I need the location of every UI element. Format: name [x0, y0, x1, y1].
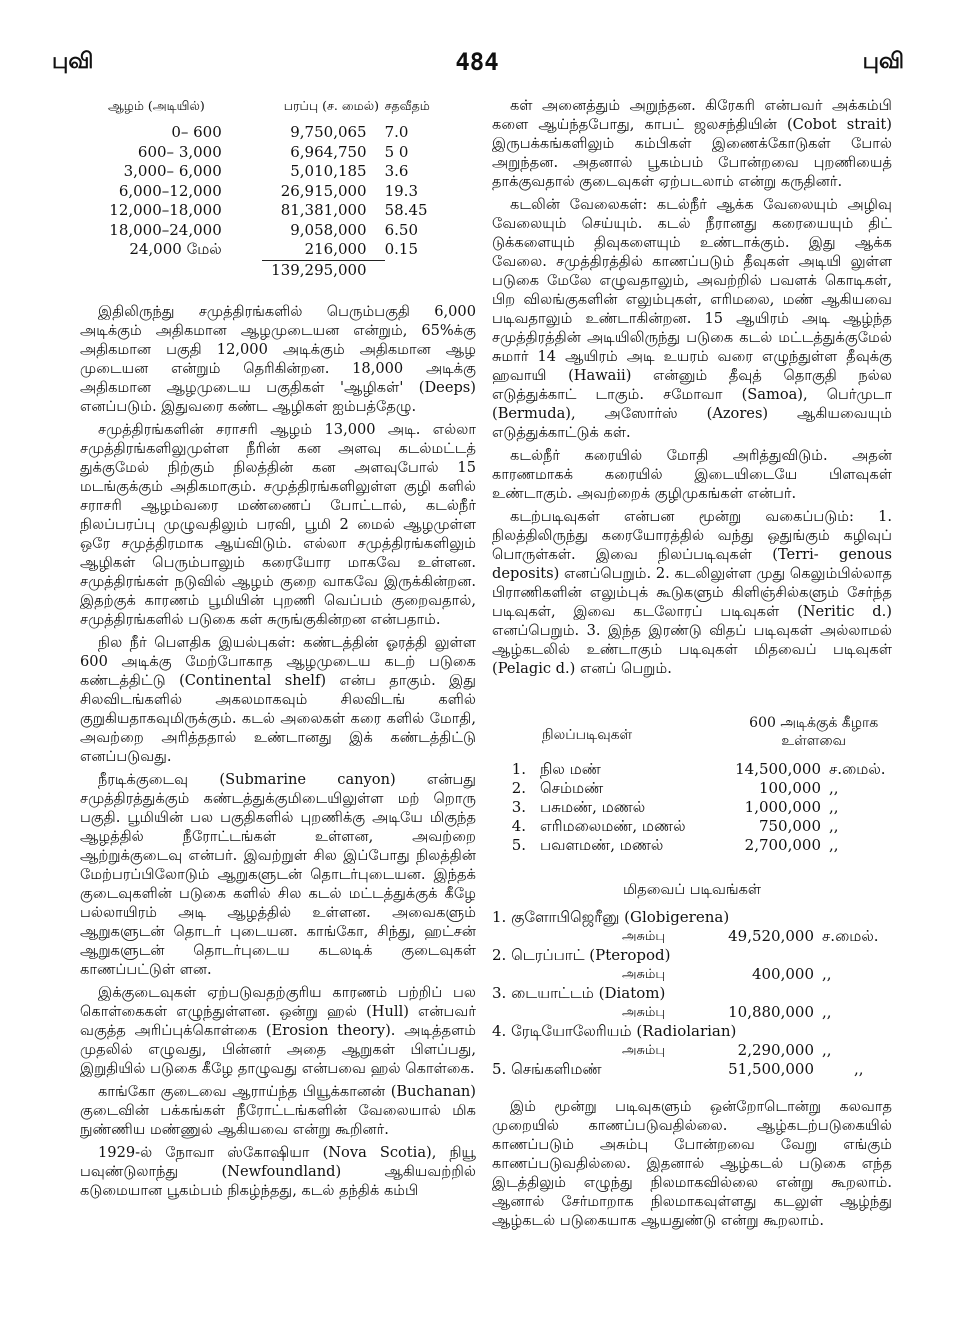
deposit-name: எரிமலைமண், மணல் — [540, 817, 686, 835]
running-head-right: புவி — [862, 48, 904, 74]
table-row — [102, 240, 432, 260]
table-row — [492, 817, 887, 836]
pelagic-label: அசும்பு — [622, 1005, 666, 1020]
table-row — [492, 779, 887, 798]
depth-cell: 600– 3,000 — [137, 142, 222, 161]
paragraph: கடற்படிவுகள் என்பன மூன்று வகைப்படும்: 1. நிலத்திலிருந்து கரையோரத்தில் வந்து ஒதுங்கும் கழிவுப் பொருள்கள். இவை நிலப்படிவுகள் (Terri- genous deposits) எனப்பெறும். 2. கடலிலுள்ள முது கெலும்பில்லாத பிராணிகளின் எலும்புக் கூடுகளும் கிளிஞ்சில்களும் சேர்ந்த படிவுகள், இவை கடலோரப் படிவுகள் (Neritic d.) எனப்பெறும். 3. இந்த இரண்டு விதப் படிவுகள் அல்லாமல் ஆழ்கடலில் உண்டாகும் படிவுகள் மிதவைப் படிவுகள் (Pelagic d.) எனப் பெறும். — [492, 508, 892, 677]
depth-cell: 3,000– 6,000 — [123, 162, 222, 180]
pelagic-unit: ,, — [822, 1003, 832, 1021]
table-row — [102, 123, 432, 143]
pelagic-name: 3. டையாட்டம் (Diatom) — [492, 984, 666, 1002]
left-column — [80, 96, 476, 1204]
pelagic-unit: ,, — [822, 965, 832, 983]
terrigenous-heading: நிலப்படிவுகள் — [542, 727, 633, 743]
left-text-body — [80, 302, 476, 1200]
table-row — [102, 162, 432, 182]
pelagic-item — [492, 1022, 892, 1060]
paragraph: கடல்நீர் கரையில் மோதி அரித்துவிடும். அதன் காரணமாகக் கரையில் இடையிடையே பிளவுகள் உண்டாகும். அவற்றைக் குழிமுகங்கள் என்பர். — [492, 447, 892, 502]
table-row — [102, 182, 432, 202]
paragraph: நீரடிக்குடைவு (Submarine canyon) என்பது சமுத்திரத்துக்கும் கண்டத்துக்குமிடையிலுள்ள மற் றொரு பகுதி. பூமியின் பல பகுதிகளில் புறணிக்கு அடியே மிகுந்த ஆழத்தில் நீரோட்டங்கள் உள்ளன, அவற்றை ஆற்றுக்குடைவு என்பர். இவற்றுள் சில இப்போது நிலத்தின் மேற்பரப்பிலோடும் ஆறுகளுடன் தொடர்புடையன. இந்தக் குடைவுகளின் படுகை களில் சில கடல் மட்டத்துக்குக் கீழே பல்லாயிரம் அடி ஆழத்தில் உள்ளன. அவைகளும் ஆறுகளுடன் தொடர் புடையன. காங்கோ, சிந்து, ஹட்சன் ஆறுகளுடன் தொடர்புடைய கடலடிக் குடைவுகள் காணப்பட்டுள் ளன. — [80, 771, 476, 978]
pelagic-name: 1. குளோபிஜெரீனு (Globigerena) — [492, 908, 730, 926]
pelagic-label: அசும்பு — [622, 929, 666, 944]
pelagic-value: 51,500,000 — [728, 1060, 814, 1078]
pelagic-name: 4. ரேடியோலேரியம் (Radiolarian) — [492, 1022, 737, 1040]
area-unit: ,, — [829, 798, 839, 816]
paragraph: சமுத்திரங்களின் சராசரி ஆழம் 13,000 அடி. எல்லா சமுத்திரங்களிலுமுள்ள நீரின் கன அளவு கடல்மட்டத் துக்குமேல் நிற்கும் நிலத்தின் கன அளவுபோல் 15 மடங்குக்கும் அதிகமாகும். சமுத்திரங்களிலுள்ள குழி களில் சராசரி ஆழம்வரை மண்ணைப் போட்டால், கடல்நீர் நிலப்பரப்பு முழுவதிலும் பரவி, பூமி 2 மைல் ஆழமுள்ள ஒரே சமுத்திரமாக ஆய்விடும். எல்லா சமுத்திரங்களிலும் ஆழிகள் பெரும்பாலும் கரையோர மாகவே உள்ளன. சமுத்திரங்கள் நடுவில் ஆழம் குறை வாகவே இருக்கின்றன. இதற்குக் காரணம் பூமியின் புறணி வெப்பம் குறைவதால், சமுத்திரங்களில் படுகை கள் சுருங்குகின்றன என்பதாம். — [80, 421, 476, 628]
deposit-name: பவளமண், மணல் — [540, 836, 664, 854]
pelagic-detail — [492, 965, 892, 984]
pelagic-label: அசும்பு — [622, 1043, 666, 1058]
area-cell: 6,964,750 — [290, 142, 367, 161]
pelagic-item — [492, 908, 892, 946]
depth-cell: 18,000–24,000 — [109, 220, 222, 239]
area-cell: 26,915,000 — [280, 181, 367, 200]
pelagic-unit: ச.மைல். — [822, 927, 879, 945]
deposit-name: செம்மண் — [540, 779, 604, 797]
area-value: 14,500,000 — [735, 760, 821, 778]
area-cell: 9,058,000 — [290, 220, 367, 239]
pelagic-label: அசும்பு — [622, 967, 666, 982]
pelagic-title: மிதவைப் படிவங்கள் — [623, 882, 761, 898]
page-number: 484 — [455, 48, 499, 76]
depth-heading-line2: உள்ளவை — [781, 733, 847, 749]
area-cell: 5,010,185 — [290, 162, 367, 180]
pelagic-value: 49,520,000 — [728, 927, 814, 945]
row-number: 1. — [511, 760, 526, 778]
percent-cell: 0.15 — [384, 240, 418, 259]
area-cell: 9,750,065 — [290, 123, 367, 141]
paragraph: கடலின் வேலைகள்: கடல்நீர் ஆக்க வேலையும் அழிவு வேலையும் செய்யும். கடல் நீரானது கரையையும் திட் டுக்களையும் திவுகளையும் உண்டாக்கும். இது ஆக்க வேலை. சமுத்திரத்தில் காணப்படும் தீவுகள் அடியி லுள்ள படுகை மேலே எழுவதாலும், அவற்றில் பவளக் கொடிகள், பிற விலங்குகளின் எலும்புகள், எரிமலை, மண் ஆகியவை படிவதாலும் உண்டாகின்றன. 15 ஆயிரம் அடி ஆழ்ந்த சமுத்திரத்தின் அடியிலிருந்து படுகை கடல் மட்டத்துக்குமேல் சுமார் 14 ஆயிரம் அடி உயரம் வரை எழுந்துள்ள தீவுக்கு ஹவாயி (Hawaii) என்னும் தீவுத் தொகுதி நல்ல எடுத்துக்காட் டாகும். சமோவா (Samoa), பெர்முடா (Bermuda), அஸோர்ஸ் (Azores) ஆகியவையும் எடுத்துக்காட்டுக் கள். — [492, 196, 892, 441]
terrigenous-depth-heading — [735, 714, 892, 750]
empty-cell — [102, 260, 262, 280]
area-value: 100,000 — [758, 779, 821, 797]
area-unit: ,, — [829, 817, 839, 835]
pelagic-list — [492, 908, 892, 1060]
area-value: 2,700,000 — [744, 836, 821, 854]
pelagic-detail — [492, 1003, 892, 1022]
paragraph: நில நீர் பௌதிக இயல்புகள்: கண்டத்தின் ஓரத்தி லுள்ள 600 அடிக்கு மேற்போகாத ஆழமுடைய கடற் படுகை கண்டத்திட்டு (Continental shelf) என்ப தாகும். இது சிலவிடங்களில் அகலமாகவும் சிலவிடங் களில் குறுகியதாகவுமிருக்கும். கடல் அலைகள் கரை களில் மோதி, அவற்றை அரித்ததால் உண்டானது இக் கண்டத்திட்டு எனப்படுவது. — [80, 634, 476, 765]
total-row — [102, 260, 432, 280]
right-text-body — [492, 96, 892, 678]
depth-cell: 12,000–18,000 — [109, 201, 222, 219]
row-number: 5. — [511, 836, 526, 854]
pelagic-item-last — [492, 1060, 892, 1079]
area-cell: 216,000 — [304, 240, 367, 258]
area-unit: ,, — [829, 779, 839, 797]
depth-cell: 0– 600 — [171, 123, 222, 141]
percent-cell: 5 0 — [384, 142, 409, 161]
pelagic-detail — [492, 1041, 892, 1060]
percent-cell: 6.50 — [384, 220, 418, 239]
depth-area-table — [102, 96, 432, 280]
depth-heading-line1: 600 அடிக்குக் கீழாக — [749, 715, 879, 731]
area-value: 750,000 — [758, 817, 821, 835]
percent-cell: 3.6 — [384, 162, 409, 180]
paragraph: 1929-ல் நோவா ஸ்கோஷியா (Nova Scotia), நியூ பவுண்டுலாந்து (Newfoundland) ஆகியவற்றில் கடுமையான பூகம்பம் நிகழ்ந்தது, கடல் தந்திக் கம்பி — [80, 1144, 476, 1199]
paragraph: காங்கோ குடைவை ஆராய்ந்த பியூக்கானன் (Buchanan) குடைவின் பக்கங்கள் நீரோட்டங்களின் வேலையால் மிக நுண்ணிய மண்ணுல் ஆகியவை என்று கூறினர். — [80, 1083, 476, 1138]
table-row — [102, 201, 432, 221]
table-row — [102, 143, 432, 163]
pelagic-unit: ,, — [854, 1060, 864, 1078]
table-row — [492, 798, 887, 817]
row-number: 2. — [511, 779, 526, 797]
paragraph: இக்குடைவுகள் ஏற்படுவதற்குரிய காரணம் பற்றிப் பல கொள்கைகள் எழுந்துள்ளன. ஒன்று ஹல் (Hull) என்பவர் வகுத்த அரிப்புக்கொள்கை (Erosion theory). அடித்தளம் முதலில் எழுவது, பின்னர் அதை ஆறுகள் பிளப்பது, இறுதியில் படுகை கீழே தாழுவது என்பவை ஹல் கொள்கை. — [80, 984, 476, 1077]
pelagic-name: 2. டெரப்பாட் (Pteropod) — [492, 946, 671, 964]
area-value: 1,000,000 — [744, 798, 821, 816]
depth-cell: 6,000–12,000 — [118, 181, 222, 200]
row-number: 3. — [511, 798, 526, 816]
pelagic-value: 400,000 — [751, 965, 814, 983]
closing-paragraph: இம் மூன்று படிவுகளும் ஒன்றோடொன்று கலவாத முறையில் காணப்படுவதில்லை. ஆழ்கடற்படுகையில் காணப்படும் அசும்பு போன்றவை வேறு எங்கும் காணப்படுவதில்லை. இதனால் ஆழ்கடல் படுகை எந்த இடத்திலும் எழுந்து நிலமாகவில்லை என்று கூறலாம். ஆனால் சேர்மாறாக நிலமாகவுள்ளது கடலுள் ஆழ்ந்து ஆழ்கடல் படுகையாக ஆயதுண்டு என்று கூறலாம். — [492, 1098, 892, 1229]
paragraph: கள் அனைத்தும் அறுந்தன. கிரேகரி என்பவர் அக்கம்பி களை ஆய்ந்தபோது, காபட் ஜலசந்தியின் (Cobot strait) இருபக்கங்களிலும் கம்பிகள் இணைக்கோடுகள் போல் அறுந்தன. அதனால் பூகம்பம் போன்றவை புறணியைத் தாக்குவதால் குடைவுகள் ஏற்படலாம் என்று கருதினர். — [492, 97, 892, 190]
depth-header: ஆழம் (அடியில்) — [108, 98, 205, 113]
table-row — [492, 836, 887, 855]
percent-cell: 58.45 — [384, 201, 428, 219]
deposit-name: பசுமண், மணல் — [540, 798, 646, 816]
pelagic-detail — [492, 927, 892, 946]
area-header: பரப்பு (ச. மைல்) — [283, 98, 379, 113]
row-number: 4. — [511, 817, 526, 835]
deposit-name: நில மண் — [540, 760, 601, 778]
depth-cell: 24,000 மேல் — [129, 240, 222, 259]
table-row — [102, 221, 432, 241]
pelagic-value: 2,290,000 — [737, 1041, 814, 1059]
area-total: 139,295,000 — [262, 260, 385, 280]
empty-cell — [385, 260, 432, 280]
right-column — [492, 96, 892, 1234]
area-unit: ச.மைல். — [829, 760, 886, 778]
pelagic-item — [492, 984, 892, 1022]
percent-cell: 19.3 — [384, 181, 418, 200]
pelagic-name: 5. செங்களிமண் — [492, 1060, 602, 1078]
area-unit: ,, — [829, 836, 839, 854]
pelagic-unit: ,, — [822, 1041, 832, 1059]
table-row — [492, 760, 887, 779]
pelagic-item — [492, 946, 892, 984]
running-head-left: புவி — [52, 48, 94, 74]
percent-header: சதவீதம் — [384, 98, 430, 113]
percent-cell: 7.0 — [384, 123, 409, 141]
terrigenous-table-heading — [492, 714, 892, 750]
paragraph: இதிலிருந்து சமுத்திரங்களில் பெரும்பகுதி 6,000 அடிக்கும் அதிகமான ஆழமுடையன என்றும், 65%க்கு அதிகமான பகுதி 12,000 அடிக்கும் அதிகமான ஆழ முடையன என்றும் தெரிகின்றன. 18,000 அடிக்கு அதிகமான ஆழமுடைய பகுதிகள் 'ஆழிகள்' (Deeps) எனப்படும். இதுவரை கண்ட ஆழிகள் ஐம்பத்தேழு. — [80, 303, 476, 415]
pelagic-value: 10,880,000 — [728, 1003, 814, 1021]
terrigenous-table — [492, 760, 887, 855]
area-cell: 81,381,000 — [280, 201, 367, 219]
